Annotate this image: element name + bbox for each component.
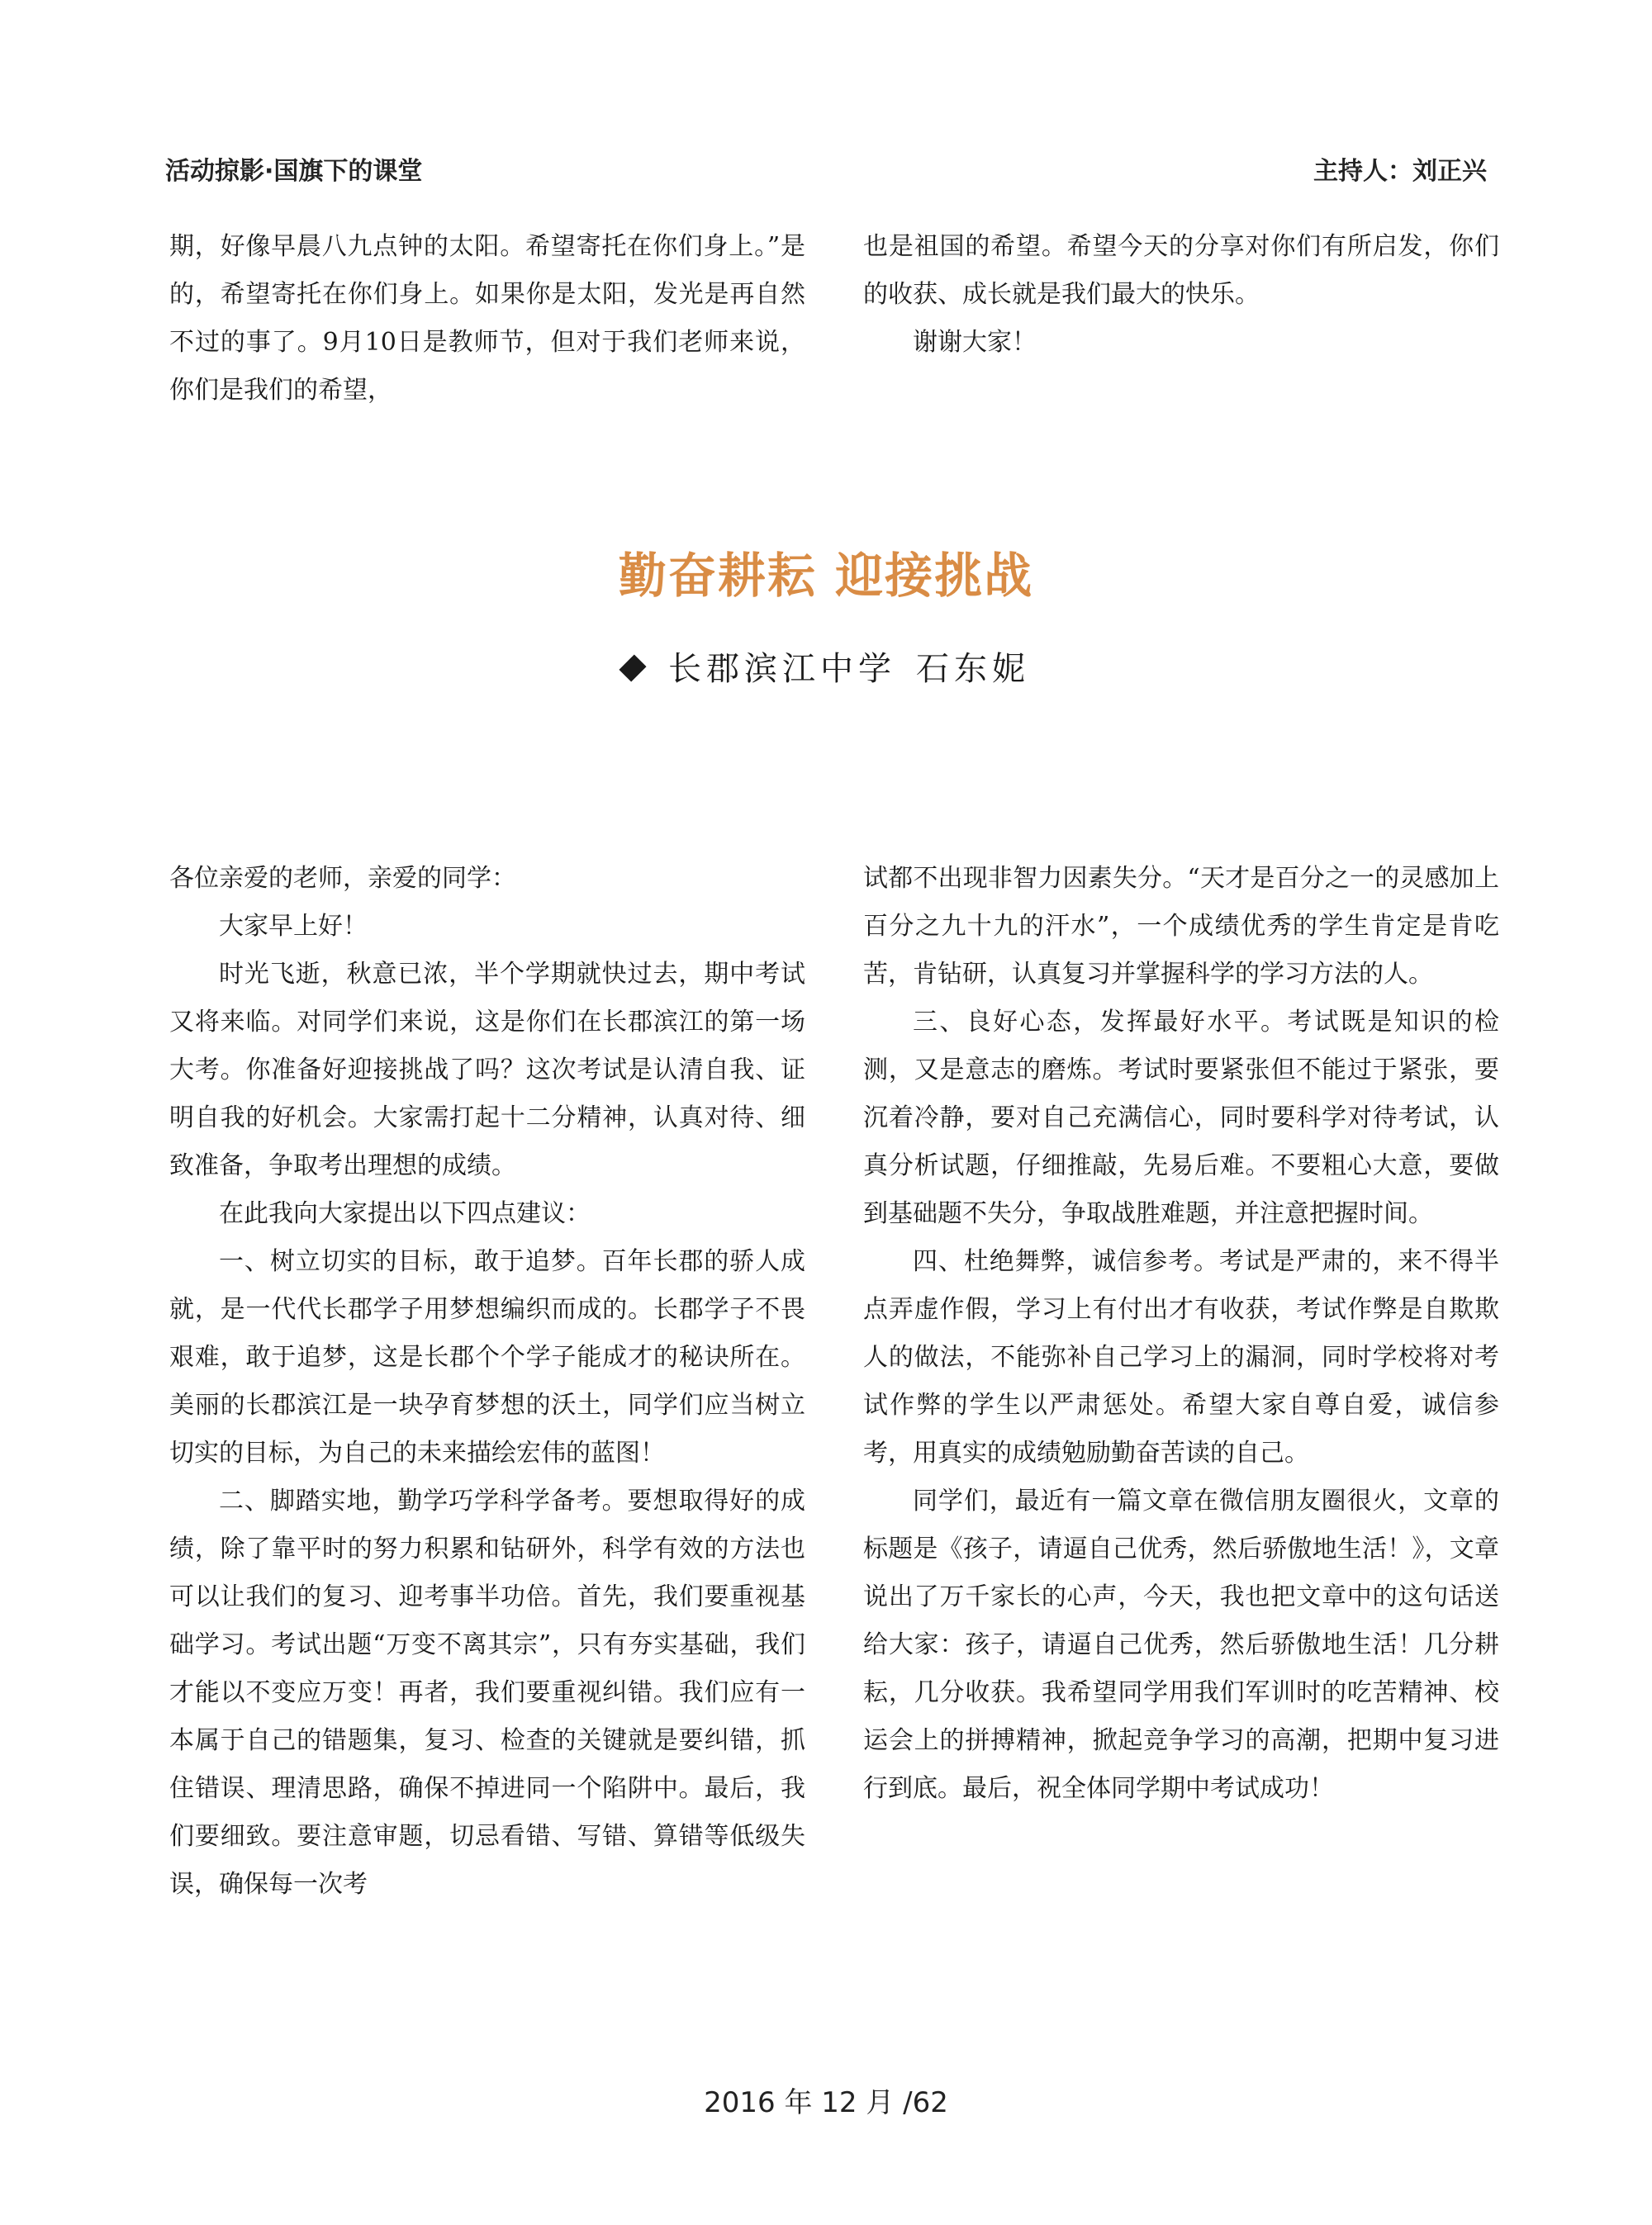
article-byline [0,643,1652,690]
paragraph: 二、脚踏实地，勤学巧学科学备考。要想取得好的成绩，除了靠平时的努力积累和钻研外，科学有效的方法也可以让我们的复习、迎考事半功倍。首先，我们要重视基础学习。考试出题“万变不离其宗”，只有夯实基础，我们才能以不变应万变！再者，我们要重视纠错。我们应有一本属于自己的错题集，复习、检查的关键就是要纠错，抓住错误、理清思路，确保不掉进同一个陷阱中。最后，我们要细致。要注意审题，切忌看错、写错、算错等低级失误，确保每一次考 [169,1487,805,1899]
paragraph: 三、良好心态，发挥最好水平。考试既是知识的检测，又是意志的磨炼。考试时要紧张但不能过于紧张，要沉着冷静，要对自己充满信心，同时要科学对待考试，认真分析试题，仔细推敲，先易后难。不要粗心大意，要做到基础题不失分，争取战胜难题，并注意把握时间。 [863,1008,1499,1228]
section-header: 活动掠影·国旗下的课堂 [165,157,423,186]
article-title: 勤奋耕耘 迎接挑战 [618,548,1034,604]
paragraph: 一、树立切实的目标，敢于追梦。百年长郡的骄人成就，是一代代长郡学子用梦想编织而成的。长郡学子不畏艰难，敢于追梦，这是长郡个个学子能成才的秘诀所在。美丽的长郡滨江是一块孕育梦想的沃土，同学们应当树立切实的目标，为自己的未来描绘宏伟的蓝图！ [169,1247,805,1468]
paragraph: 在此我向大家提出以下四点建议： [219,1199,591,1228]
article-right-column [863,855,1499,1813]
paragraph: 四、杜绝舞弊，诚信参考。考试是严肃的，来不得半点弄虚作假，学习上有付出才有收获，考试作弊是自欺欺人的做法，不能弥补自己学习上的漏洞，同时学校将对考试作弊的学生以严肃惩处。希望大家自尊自爱，诚信参考，用真实的成绩勉励勤奋苦读的自己。 [863,1247,1499,1468]
paragraph: 谢谢大家！ [913,328,1037,357]
previous-article-left-column [169,223,805,415]
diamond-icon [619,654,646,681]
paragraph: 期，好像早晨八九点钟的太阳。希望寄托在你们身上。”是的，希望寄托在你们身上。如果你是太阳，发光是再自然不过的事了。9月10日是教师节，但对于我们老师来说，你们是我们的希望， [169,232,805,405]
author-name: 石东妮 [916,650,1030,688]
article-left-column [169,855,805,1909]
paragraph: 同学们，最近有一篇文章在微信朋友圈很火，文章的标题是《孩子，请逼自己优秀，然后骄傲地生活！》，文章说出了万千家长的心声，今天，我也把文章中的这句话送给大家：孩子，请逼自己优秀，然后骄傲地生活！几分耕耘，几分收获。我希望同学用我们军训时的吃苦精神、校运会上的拼搏精神，掀起竞争学习的高潮，把期中复习进行到底。最后，祝全体同学期中考试成功！ [863,1487,1499,1803]
previous-article-right-column [863,223,1499,367]
host-label: 主持人：刘正兴 [1313,157,1487,186]
paragraph: 时光飞逝，秋意已浓，半个学期就快过去，期中考试又将来临。对同学们来说，这是你们在长郡滨江的第一场大考。你准备好迎接挑战了吗？这次考试是认清自我、证明自我的好机会。大家需打起十二分精神，认真对待、细致准备，争取考出理想的成绩。 [169,960,805,1180]
paragraph: 试都不出现非智力因素失分。“天才是百分之一的灵感加上百分之九十九的汗水”，一个成绩优秀的学生肯定是肯吃苦，肯钻研，认真复习并掌握科学的学习方法的人。 [863,864,1499,989]
author-school: 长郡滨江中学 [668,650,896,688]
paragraph: 大家早上好！ [219,912,368,941]
paragraph: 各位亲爱的老师，亲爱的同学： [169,864,516,893]
page-footer: 2016 年 12 月 /62 [704,2086,948,2119]
paragraph: 也是祖国的希望。希望今天的分享对你们有所启发，你们的收获、成长就是我们最大的快乐。 [863,232,1499,309]
